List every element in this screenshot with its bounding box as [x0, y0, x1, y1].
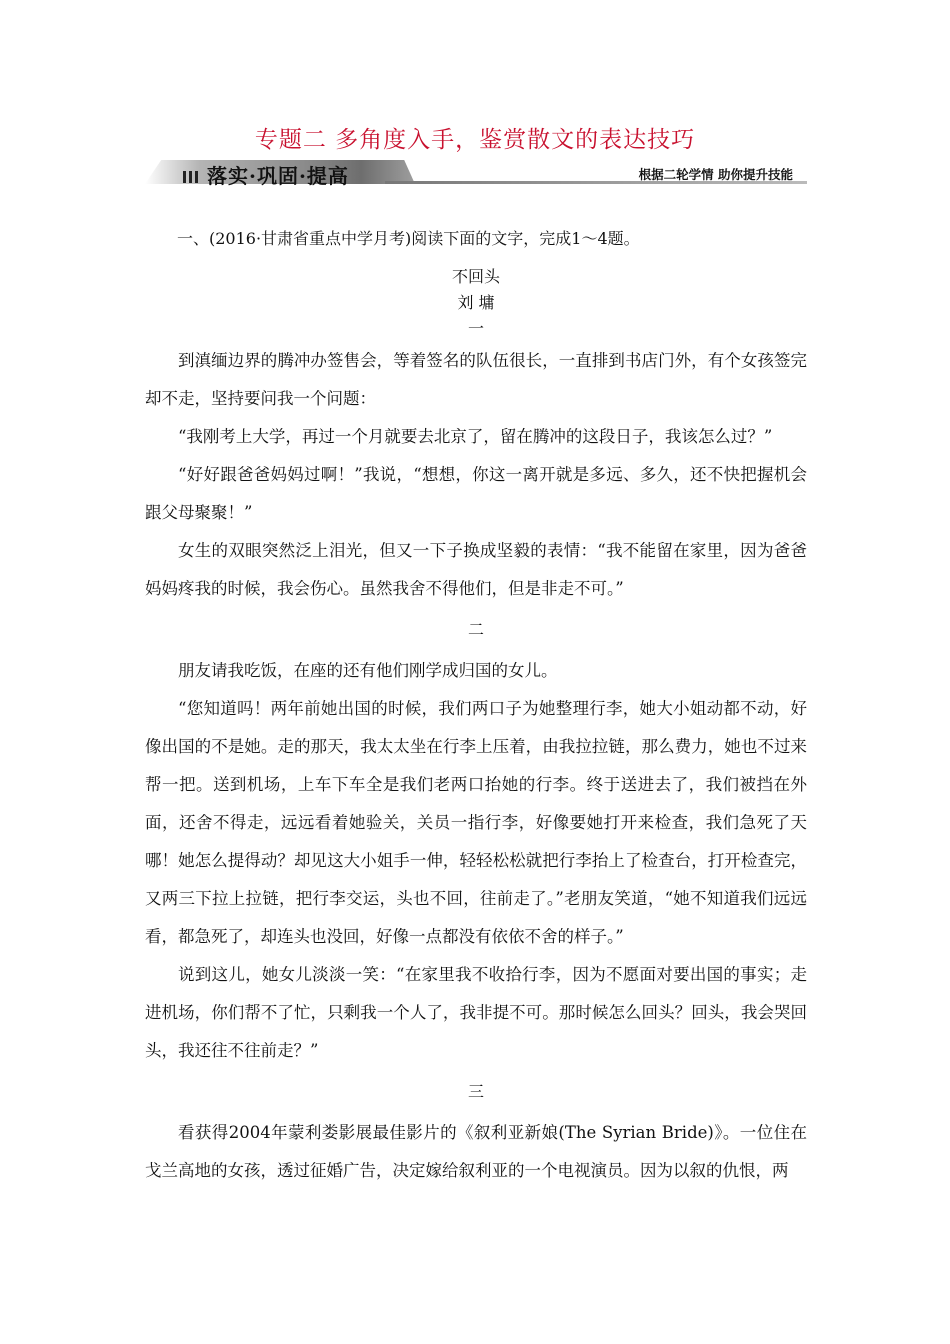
paragraph: 朋友请我吃饭，在座的还有他们刚学成归国的女儿。 — [178, 661, 558, 680]
section-banner — [145, 160, 807, 188]
question-intro: 一、(2016·甘肃省重点中学月考)阅读下面的文字，完成1～4题。 — [177, 229, 640, 248]
story-title: 不回头 — [451, 267, 500, 286]
paragraph: “我刚考上大学，再过一个月就要去北京了，留在腾冲的这段日子，我该怎么过？” — [178, 427, 773, 446]
banner-stripes-icon — [183, 168, 201, 187]
paragraph: “您知道吗！两年前她出国的时候，我们两口子为她整理行李，她大小姐动都不动，好像出国的不是她。走的那天，我太太坐在行李上压着，由我拉拉链，那么费力，她也不过来帮一把。送到机场，上车下车全是我们老两口抬她的行李。终于送进去了，我们被挡在外面，还舍不得走，远远看着她验关，关员一指行李，好像要她打开来检查，我们急死了天哪！她怎么提得动？却见这大小姐手一伸，轻轻松松就把行李抬上了检查台，打开检查完，又两三下拉上拉链，把行李交运，头也不回，往前走了。”老朋友笑道，“她不知道我们远远看，都急死了，却连头也没回，好像一点都没有依依不舍的样子。” — [145, 699, 807, 946]
section-numeral: 一 — [467, 319, 484, 338]
section-numeral: 二 — [467, 620, 484, 639]
page-title: 专题二 多角度入手，鉴赏散文的表达技巧 — [254, 127, 696, 153]
story-author: 刘 墉 — [457, 293, 495, 312]
article-body — [145, 222, 807, 1190]
paragraph: 说到这儿，她女儿淡淡一笑：“在家里我不收拾行李，因为不愿面对要出国的事实；走进机场，你们帮不了忙，只剩我一个人了，我非提不可。那时候怎么回头？回头，我会哭回头，我还往不往前走？” — [145, 965, 807, 1060]
paragraph: 到滇缅边界的腾冲办签售会，等着签名的队伍很长，一直排到书店门外，有个女孩签完却不走，坚持要问我一个问题： — [145, 351, 807, 408]
banner-slogan: 根据二轮学情 助你提升技能 — [638, 167, 793, 182]
paragraph: 女生的双眼突然泛上泪光，但又一下子换成坚毅的表情：“我不能留在家里，因为爸爸妈妈疼我的时候，我会伤心。虽然我舍不得他们，但是非走不可。” — [145, 541, 807, 598]
paragraph: “好好跟爸爸妈妈过啊！”我说，“想想，你这一离开就是多远、多久，还不快把握机会跟父母聚聚！” — [145, 465, 807, 522]
paragraph: 看获得2004年蒙利娄影展最佳影片的《叙利亚新娘(The Syrian Bride)》。一位住在戈兰高地的女孩，透过征婚广告，决定嫁给叙利亚的一个电视演员。因为以叙的仇恨，两 — [145, 1123, 807, 1180]
section-numeral: 三 — [467, 1082, 484, 1101]
banner-label: 落实·巩固·提高 — [207, 164, 349, 188]
